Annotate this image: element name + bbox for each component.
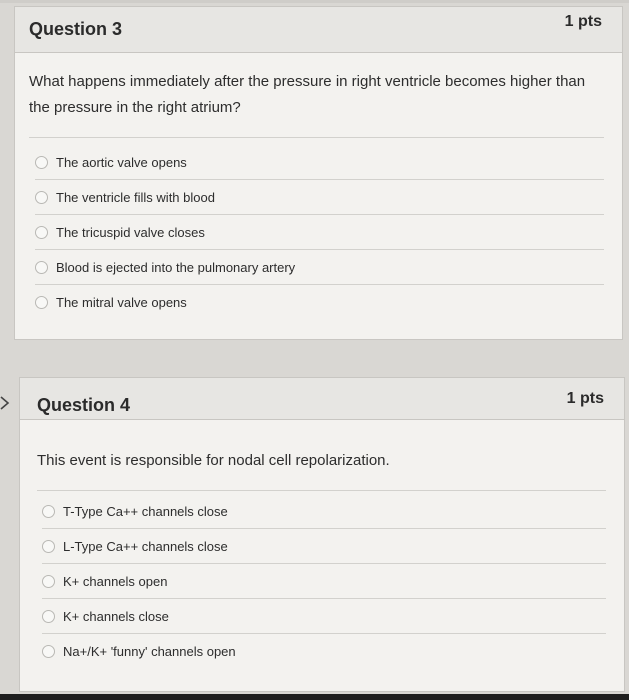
- question-4-header: [20, 378, 624, 420]
- question-3-answer-3[interactable]: [35, 215, 604, 250]
- question-3-points: 1 pts: [564, 13, 602, 30]
- question-4-answer-4[interactable]: [42, 599, 606, 634]
- radio-button[interactable]: [35, 261, 48, 274]
- question-4-title: Question 4: [37, 395, 131, 415]
- question-4-answers: [42, 494, 606, 669]
- chevron-right-icon: [0, 396, 12, 410]
- radio-button[interactable]: [42, 610, 55, 623]
- question-3-card: [14, 6, 623, 340]
- question-3-divider: [29, 137, 604, 138]
- question-4-answer-5[interactable]: [42, 634, 606, 669]
- radio-button[interactable]: [42, 575, 55, 588]
- question-4-answer-1[interactable]: [42, 494, 606, 529]
- radio-button[interactable]: [35, 296, 48, 309]
- question-4-answer-2[interactable]: [42, 529, 606, 564]
- answer-label: Na+/K+ 'funny' channels open: [63, 644, 236, 659]
- question-3-answer-2[interactable]: [35, 180, 604, 215]
- question-4-prompt: This event is responsible for nodal cell repolarization.: [37, 452, 390, 469]
- question-3-title: Question 3: [29, 19, 123, 39]
- radio-button[interactable]: [42, 540, 55, 553]
- bottom-edge: [0, 694, 629, 700]
- answer-label: K+ channels open: [63, 573, 168, 589]
- answer-label: Blood is ejected into the pulmonary artery: [56, 259, 296, 275]
- question-3-header: [15, 7, 622, 53]
- question-3-answer-5[interactable]: [35, 285, 604, 320]
- question-3-prompt: What happens immediately after the pressure in right ventricle becomes higher than the pressure in the right atrium?: [29, 73, 586, 116]
- answer-label: The ventricle fills with blood: [56, 189, 215, 205]
- answer-label: K+ channels close: [63, 608, 169, 624]
- answer-label: The mitral valve opens: [56, 295, 187, 310]
- top-edge: [0, 0, 629, 3]
- answer-label: L-Type Ca++ channels close: [63, 538, 228, 554]
- question-3-answers: [35, 145, 604, 320]
- question-4-divider: [37, 490, 606, 491]
- radio-button[interactable]: [35, 226, 48, 239]
- radio-button[interactable]: [42, 645, 55, 658]
- question-3-answer-1[interactable]: [35, 145, 604, 180]
- radio-button[interactable]: [42, 505, 55, 518]
- radio-button[interactable]: [35, 156, 48, 169]
- question-3-answer-4[interactable]: [35, 250, 604, 285]
- question-4-answer-3[interactable]: [42, 564, 606, 599]
- question-4-card: [19, 377, 625, 692]
- question-4-points: 1 pts: [566, 390, 604, 407]
- answer-label: The tricuspid valve closes: [56, 224, 205, 240]
- answer-label: T-Type Ca++ channels close: [63, 503, 228, 519]
- answer-label: The aortic valve opens: [56, 154, 187, 170]
- radio-button[interactable]: [35, 191, 48, 204]
